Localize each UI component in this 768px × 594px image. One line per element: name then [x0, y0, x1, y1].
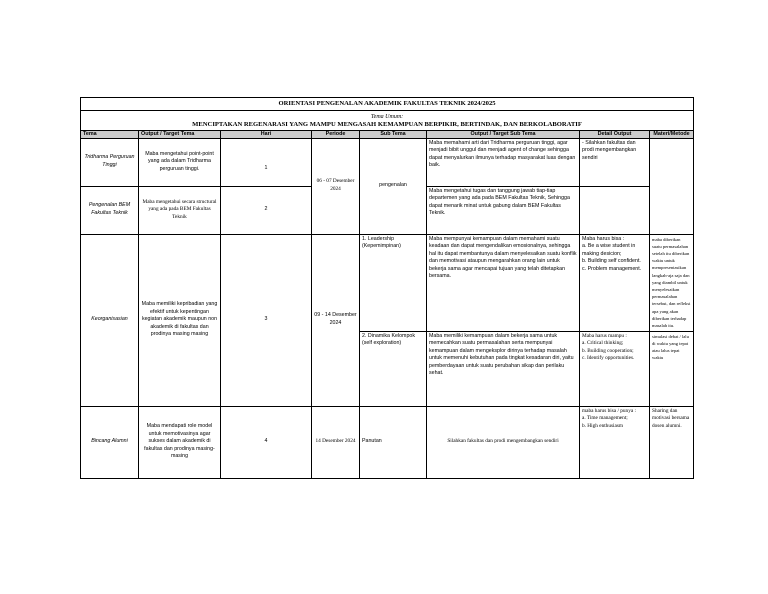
sub-tema-cell: Panutan: [360, 406, 427, 478]
materi-cell: [650, 138, 694, 234]
output-sub-tema-cell: Maba memiliki kemampuan dalam bekerja sama untuk memecahkan suatu permasalahan serta mempunyai kemampuan dalam mengeksplor dirinya terhadap masalah untuk memenuhi kebutuhan pada tingkat kesadaran diri, yaitu pemberdayaan untuk suatu perubahan sikap dan perilaku sehat.: [427, 331, 580, 406]
output-tema-cell: Maba mengetahui point-point yang ada dalam Tridharma perguruan tinggi.: [139, 138, 221, 186]
output-sub-tema-cell: Maba mempunyai kemampuan dalam memahami suatu keadaan dan dapat mengendalikan emosionalnya, sehingga hal itu dapat membantunya dalam menyelesaikan suatu konflik dan memotivasi ataupun mengarahkan orang lain untuk bekerja sama agar mencapai tujuan yang telah ditetapkan bersama.: [427, 234, 580, 331]
materi-cell: maba diberikan suatu permasalahan setelah itu diberikan waktu untuk mempresentasikan langkah-aja saja dan yang diambil untuk menyelesaikan permasalahan tersebut, dan refleksi apa yang akan diberikan terhadap masalah itu.: [650, 234, 694, 331]
detail-line: b. Building self confident.: [582, 258, 641, 265]
detail-output-cell: [580, 331, 650, 406]
document-title: ORIENTASI PENGENALAN AKADEMIK FAKULTAS TEKNIK 2024/2025: [81, 98, 694, 111]
theme-text: MENCIPTAKAN REGENARASI YANG MAMPU MENGASAH KEMAMPUAN BERPIKIR, BERTINDAK, DAN BERKOLABORATIF: [192, 121, 582, 128]
detail-output-cell: [580, 186, 650, 234]
table-row: [81, 406, 694, 478]
detail-line: c. Problem management.: [582, 265, 642, 272]
document: [80, 97, 693, 479]
detail-output-cell: [580, 234, 650, 331]
col-header-detail-output: Detail Output: [580, 131, 650, 139]
detail-output-cell: [580, 406, 650, 478]
detail-line: c. Identify opportunities.: [582, 355, 635, 362]
tema-cell: Tridharma Perguruan Tinggi: [81, 138, 139, 186]
col-header-tema: Tema: [81, 131, 139, 139]
table-row: [81, 234, 694, 331]
hari-cell: 2: [221, 186, 312, 234]
detail-output-cell: [580, 138, 650, 186]
materi-cell: simulasi debat / lalu di waktu yang tepat atau lalus tepat waktu: [650, 331, 694, 406]
table-row: [81, 138, 694, 186]
sub-tema-line: 1. Leadership: [362, 235, 395, 242]
hari-cell: 4: [221, 406, 312, 478]
sub-tema-cell: [360, 234, 427, 331]
detail-line: sendiri: [582, 154, 598, 161]
output-sub-tema-cell: Maba mengetahui tugas dan tanggung jawab tiap-tiap departemen yang ada pada BEM Fakultas Teknik, Sehingga dapat menarik minat untuk gabung dalam BEM Fakultas Teknik.: [427, 186, 580, 234]
detail-line: a. Critical thinking;: [582, 340, 624, 347]
header-row: [81, 131, 694, 139]
output-tema-cell: Maba mengetahui secara structural yang ada pada BEM Fakultas Teknik: [139, 186, 221, 234]
tema-cell: Keorganisasian: [81, 234, 139, 406]
sub-tema-line: (Kepemimpinan): [362, 243, 401, 250]
sub-tema-line: (self exploration): [362, 340, 402, 347]
output-sub-tema-cell: Maba memahami arti dari Tridharma perguruan tinggi, agar menjadi bibit unggul dan menjadi agent of change sehingga dapat menyalurkan ilmunya terhadap masyarakat luas dengan baik.: [427, 138, 580, 186]
detail-line: prodi mengembangkan: [582, 147, 637, 154]
col-header-output-sub-tema: Output / Target Sub Tema: [427, 131, 580, 139]
detail-line: maba harus bisa / punya :: [582, 407, 636, 414]
theme-label: Tema Umum:: [370, 114, 404, 120]
periode-cell: 09 - 14 Desember 2024: [312, 234, 360, 406]
detail-line: making desicion;: [582, 250, 622, 257]
detail-line: Maba harus bisa :: [582, 235, 625, 242]
schedule-table: [80, 97, 694, 479]
col-header-output-tema: Output / Target Tema: [139, 131, 221, 139]
col-header-hari: Hari: [221, 131, 312, 139]
col-header-sub-tema: Sub Tema: [360, 131, 427, 139]
sub-tema-line: 2. Dinamika Kelompok: [362, 332, 415, 339]
detail-line: Maba harus mampu :: [582, 332, 627, 339]
detail-line: a. Be a wise student in: [582, 243, 636, 250]
hari-cell: 1: [221, 138, 312, 186]
tema-cell: Pengenalan BEM Fakultas Teknik: [81, 186, 139, 234]
sub-tema-cell: [360, 331, 427, 406]
detail-line: - Silahkan fakultas dan: [582, 139, 636, 146]
detail-line: a. Time management;: [582, 415, 628, 422]
col-header-periode: Periode: [312, 131, 360, 139]
output-sub-tema-cell: Silahkan fakultas dan prodi mengembangkan sendiri: [427, 406, 580, 478]
output-tema-cell: Maba mendapati role model untuk memotivasinya agar sukses dalam akademik di fakultas dan prodinya masing-masing: [139, 406, 221, 478]
hari-cell: 3: [221, 234, 312, 406]
output-tema-cell: Maba memiliki kepribadian yang efektif untuk kepentingan kegiatan akademik maupun non akademik di fakultas dan prodinya masing masing: [139, 234, 221, 406]
col-header-materi-metode: Materi/Metode: [650, 131, 694, 139]
tema-cell: Bincang Alumni: [81, 406, 139, 478]
theme-block: [81, 111, 694, 131]
sub-tema-cell: pengenalan: [360, 138, 427, 234]
detail-line: b. High enthusiasm: [582, 422, 624, 429]
periode-cell: 14 Desember 2024: [312, 406, 360, 478]
materi-cell: Sharing dan motivasi bersama dosen alumni.: [650, 406, 694, 478]
periode-cell: 06 - 07 Desember 2024: [312, 138, 360, 234]
detail-line: b. Building cooperation;: [582, 347, 634, 354]
